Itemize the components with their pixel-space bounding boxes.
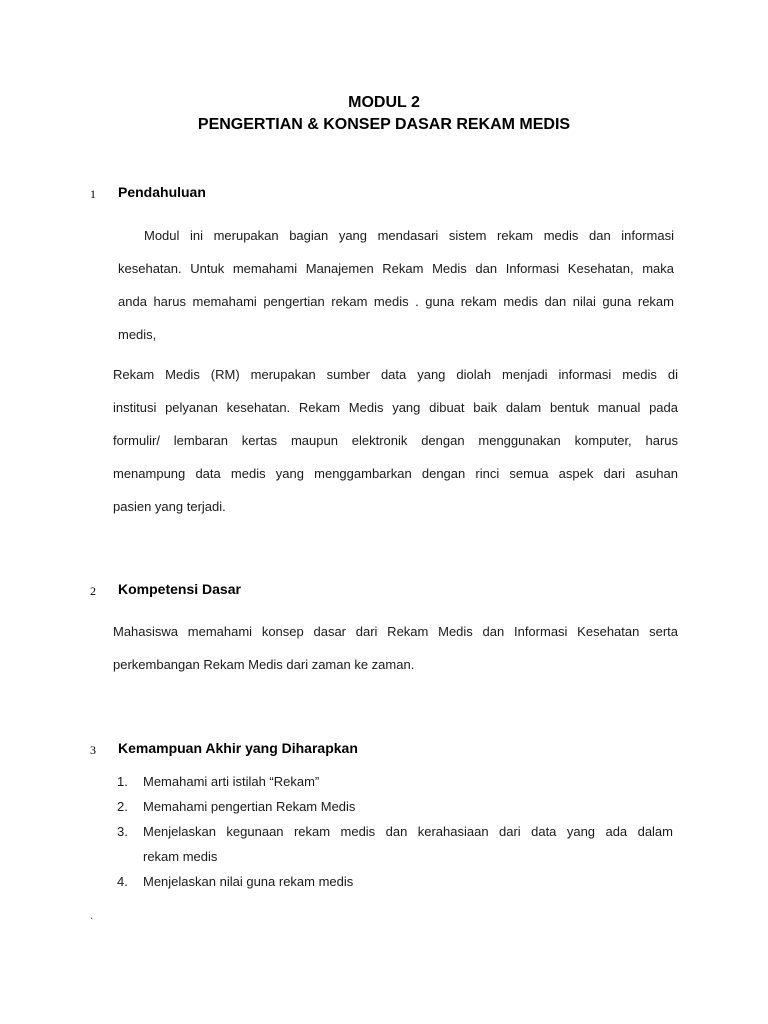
- list-item: [117, 799, 673, 824]
- module-number: MODUL 2: [348, 94, 420, 111]
- module-title: PENGERTIAN & KONSEP DASAR REKAM MEDIS: [197, 116, 571, 133]
- list-item-text: Menjelaskan kegunaan rekam medis dan kerahasiaan dari data yang ada dalam: [143, 824, 673, 839]
- paragraph-rekam-medis-definition: [113, 367, 678, 532]
- list-item-number: 2.: [117, 799, 128, 814]
- section-heading-kemampuan-akhir: Kemampuan Akhir yang Diharapkan: [118, 740, 358, 756]
- list-item-number: 1.: [117, 774, 128, 789]
- section-number: 3: [90, 743, 96, 757]
- paragraph-line: Rekam Medis (RM) merupakan sumber data yang diolah menjadi informasi medis di: [113, 367, 678, 382]
- paragraph-line: medis,: [118, 327, 157, 342]
- paragraph-kompetensi: [113, 624, 678, 690]
- paragraph-line: Modul ini merupakan bagian yang mendasari sistem rekam medis dan informasi: [144, 228, 674, 243]
- section-number: 2: [90, 584, 96, 598]
- list-item-text: Memahami arti istilah “Rekam”: [143, 774, 320, 789]
- paragraph-intro: [118, 228, 674, 360]
- paragraph-line: kesehatan. Untuk memahami Manajemen Rekam Medis dan Informasi Kesehatan, maka: [118, 261, 674, 276]
- paragraph-line: institusi pelyanan kesehatan. Rekam Medis yang dibuat baik dalam bentuk manual pada: [113, 400, 678, 415]
- section-number: 1: [90, 187, 96, 201]
- list-item: [117, 824, 673, 874]
- paragraph-line: anda harus memahami pengertian rekam medis . guna rekam medis dan nilai guna rekam: [118, 294, 674, 309]
- paragraph-line: menampung data medis yang menggambarkan dengan rinci semua aspek dari asuhan: [113, 466, 678, 481]
- paragraph-line: Mahasiswa memahami konsep dasar dari Rekam Medis dan Informasi Kesehatan serta: [113, 624, 678, 639]
- paragraph-line: pasien yang terjadi.: [113, 499, 226, 514]
- section-heading-pendahuluan: Pendahuluan: [118, 184, 206, 200]
- section-heading-kompetensi-dasar: Kompetensi Dasar: [118, 581, 241, 597]
- list-item-text: Memahami pengertian Rekam Medis: [143, 799, 356, 814]
- list-item-text-continued: rekam medis: [143, 849, 218, 864]
- learning-outcomes-list: [117, 774, 673, 899]
- paragraph-line: formulir/ lembaran kertas maupun elektronik dengan menggunakan komputer, harus: [113, 433, 678, 448]
- list-item-number: 4.: [117, 874, 128, 889]
- list-item: [117, 774, 673, 799]
- paragraph-line: perkembangan Rekam Medis dari zaman ke zaman.: [113, 657, 415, 672]
- list-item-text: Menjelaskan nilai guna rekam medis: [143, 874, 354, 889]
- stray-period-mark: .: [90, 908, 94, 922]
- list-item: [117, 874, 673, 899]
- list-item-number: 3.: [117, 824, 128, 839]
